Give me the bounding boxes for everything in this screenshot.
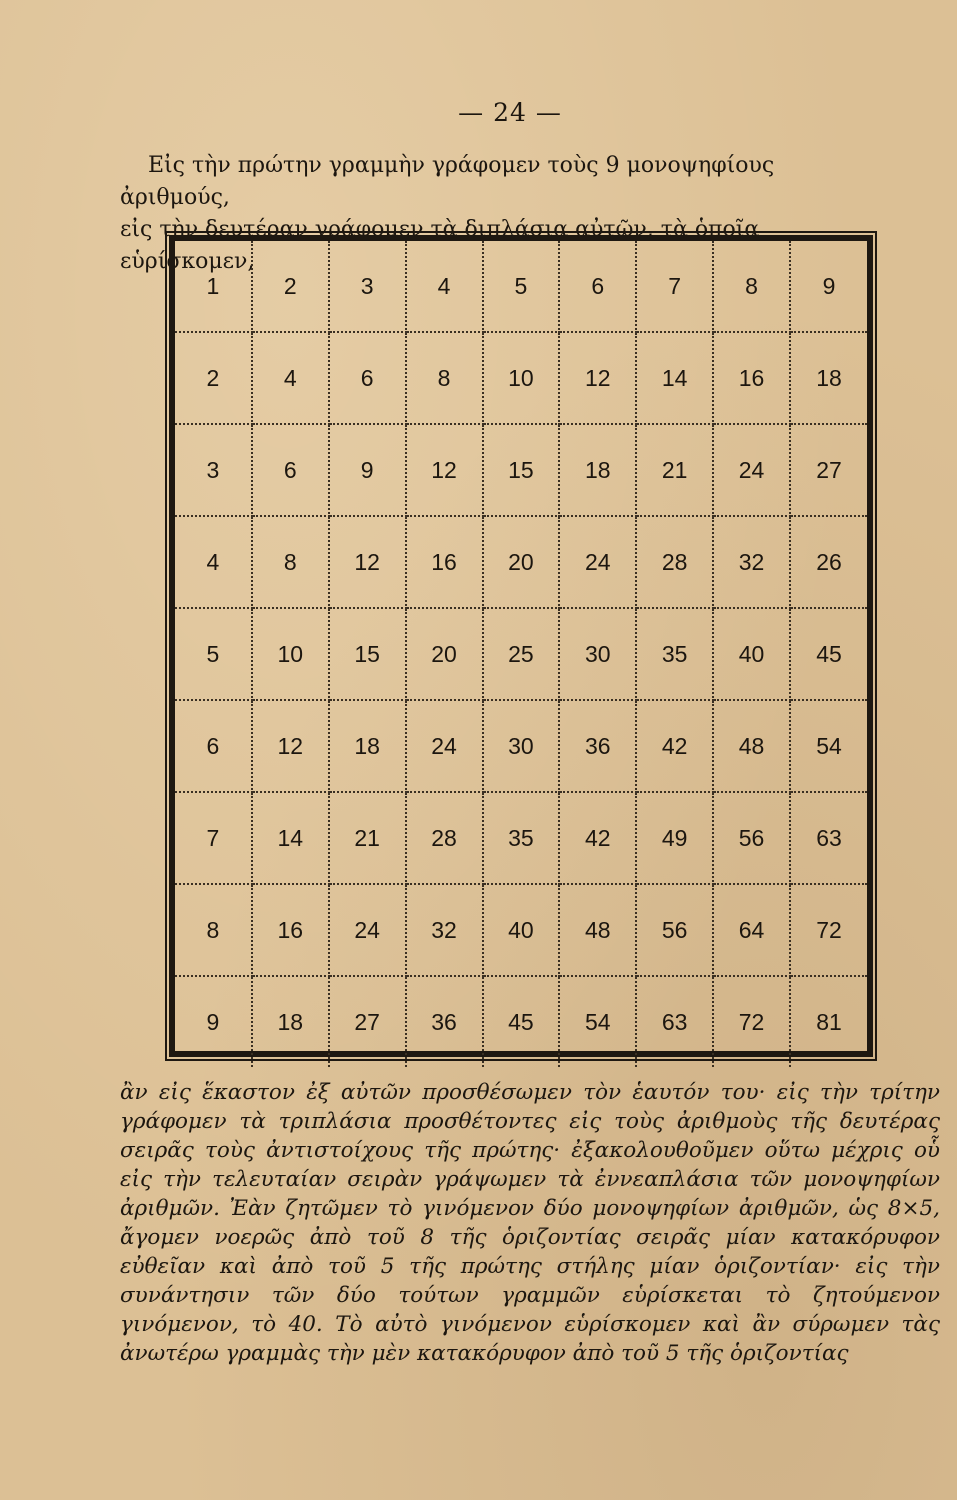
table-row xyxy=(175,241,867,332)
table-cell: 8 xyxy=(713,241,790,332)
table-cell: 48 xyxy=(559,884,636,976)
multiplication-table-frame xyxy=(170,236,872,1056)
table-cell: 15 xyxy=(483,424,560,516)
table-row xyxy=(175,884,867,976)
table-cell: 20 xyxy=(406,608,483,700)
table-cell: 7 xyxy=(636,241,713,332)
table-cell: 40 xyxy=(483,884,560,976)
table-cell: 25 xyxy=(483,608,560,700)
table-cell: 54 xyxy=(559,976,636,1067)
table-cell: 18 xyxy=(329,700,406,792)
table-cell: 28 xyxy=(636,516,713,608)
table-cell: 40 xyxy=(713,608,790,700)
table-cell: 30 xyxy=(483,700,560,792)
table-row xyxy=(175,608,867,700)
table-cell: 54 xyxy=(790,700,867,792)
table-cell: 72 xyxy=(790,884,867,976)
table-cell: 8 xyxy=(406,332,483,424)
table-cell: 7 xyxy=(175,792,252,884)
table-cell: 21 xyxy=(329,792,406,884)
table-cell: 10 xyxy=(252,608,329,700)
table-cell: 30 xyxy=(559,608,636,700)
table-cell: 16 xyxy=(713,332,790,424)
table-cell: 12 xyxy=(559,332,636,424)
table-cell: 2 xyxy=(252,241,329,332)
table-cell: 12 xyxy=(252,700,329,792)
table-cell: 4 xyxy=(252,332,329,424)
table-cell: 4 xyxy=(406,241,483,332)
table-cell: 21 xyxy=(636,424,713,516)
table-cell: 6 xyxy=(175,700,252,792)
table-cell: 24 xyxy=(329,884,406,976)
table-row xyxy=(175,516,867,608)
table-cell: 56 xyxy=(636,884,713,976)
table-cell: 42 xyxy=(636,700,713,792)
table-cell: 48 xyxy=(713,700,790,792)
intro-line-1: Εἰς τὴν πρώτην γραμμὴν γράφομεν τοὺς 9 μονοψηφίους ἀριθμούς, xyxy=(120,153,775,210)
table-cell: 18 xyxy=(559,424,636,516)
table-cell: 24 xyxy=(713,424,790,516)
table-cell: 63 xyxy=(790,792,867,884)
table-cell: 26 xyxy=(790,516,867,608)
table-cell: 32 xyxy=(713,516,790,608)
table-row xyxy=(175,976,867,1067)
table-cell: 16 xyxy=(406,516,483,608)
table-cell: 18 xyxy=(790,332,867,424)
table-cell: 20 xyxy=(483,516,560,608)
table-row xyxy=(175,424,867,516)
table-cell: 81 xyxy=(816,1008,842,1035)
body-text xyxy=(120,1078,940,1368)
table-cell: 27 xyxy=(790,424,867,516)
table-cell: 8 xyxy=(252,516,329,608)
table-cell: 3 xyxy=(175,424,252,516)
table-cell: 2 xyxy=(175,332,252,424)
table-cell: 24 xyxy=(406,700,483,792)
table-cell: 9 xyxy=(790,241,867,332)
multiplication-table xyxy=(175,241,867,1067)
table-cell: 49 xyxy=(636,792,713,884)
table-cell: 35 xyxy=(483,792,560,884)
table-cell: 6 xyxy=(559,241,636,332)
intro-line-2: εἰς τὴν δευτέραν γράφομεν τὰ διπλάσια αὐτῶν, τὰ ὁποῖα εὑρίσκομεν, xyxy=(120,217,760,274)
table-cell: 15 xyxy=(329,608,406,700)
table-cell: 24 xyxy=(559,516,636,608)
table-cell: 5 xyxy=(483,241,560,332)
table-cell: 16 xyxy=(252,884,329,976)
table-cell: 35 xyxy=(636,608,713,700)
table-cell: 6 xyxy=(329,332,406,424)
table-cell: 9 xyxy=(175,976,252,1067)
table-cell: 36 xyxy=(406,976,483,1067)
table-cell: 1 xyxy=(175,241,252,332)
table-cell: 36 xyxy=(559,700,636,792)
page-number: — 24 — xyxy=(458,98,562,127)
table-cell: 42 xyxy=(559,792,636,884)
table-cell: 45 xyxy=(483,976,560,1067)
table-cell: 63 xyxy=(636,976,713,1067)
table-row xyxy=(175,792,867,884)
table-cell: 72 xyxy=(713,976,790,1067)
table-cell: 18 xyxy=(252,976,329,1067)
table-cell: 6 xyxy=(252,424,329,516)
table-cell: 9 xyxy=(329,424,406,516)
table-cell: 14 xyxy=(636,332,713,424)
body-paragraph: ἂν εἰς ἕκαστον ἐξ αὐτῶν προσθέσωμεν τὸν ἑαυτόν του· εἰς τὴν τρίτην γράφομεν τὰ τριπλάσια προσθέτοντες εἰς τοὺς ἀριθμοὺς τῆς δευτέρας σειρᾶς τοὺς ἀντιστοίχους τῆς πρώτης· ἐξακολουθοῦμεν οὕτω μέχρις οὗ εἰς τὴν τελευταίαν σειρὰν γράψωμεν τὰ ἐννεαπλάσια τῶν μονοψηφίων ἀριθμῶν. Ἐὰν ζητῶμεν τὸ γινόμενον δύο μονοψηφίων ἀριθμῶν, ὡς 8×5, ἄγομεν νοερῶς ἀπὸ τοῦ 8 τῆς ὁριζοντίας σειρᾶς μίαν κατακόρυφον εὐθεῖαν καὶ ἀπὸ τοῦ 5 τῆς πρώτης στήλης μίαν ὁριζοντίαν· εἰς τὴν συνάντησιν τῶν δύο τούτων γραμμῶν εὑρίσκεται τὸ ζητούμενον γινόμενον, τὸ 40. Τὸ αὐτὸ γινόμενον εὑρίσκομεν καὶ ἂν σύρωμεν τὰς ἀνωτέρω γραμμὰς τὴν μὲν κατακόρυφον ἀπὸ τοῦ 5 τῆς ὁριζοντίας xyxy=(120,1080,940,1366)
table-cell: 10 xyxy=(483,332,560,424)
table-cell: 12 xyxy=(406,424,483,516)
table-cell: 14 xyxy=(252,792,329,884)
table-row xyxy=(175,700,867,792)
table-cell: 5 xyxy=(175,608,252,700)
table-row xyxy=(175,332,867,424)
table-cell: 4 xyxy=(175,516,252,608)
table-cell: 32 xyxy=(406,884,483,976)
table-cell: 56 xyxy=(713,792,790,884)
table-cell: 12 xyxy=(329,516,406,608)
table-cell: 3 xyxy=(329,241,406,332)
table-cell: 27 xyxy=(329,976,406,1067)
table-cell: 8 xyxy=(175,884,252,976)
table-cell: 64 xyxy=(713,884,790,976)
table-cell: 45 xyxy=(790,608,867,700)
table-cell: 28 xyxy=(406,792,483,884)
